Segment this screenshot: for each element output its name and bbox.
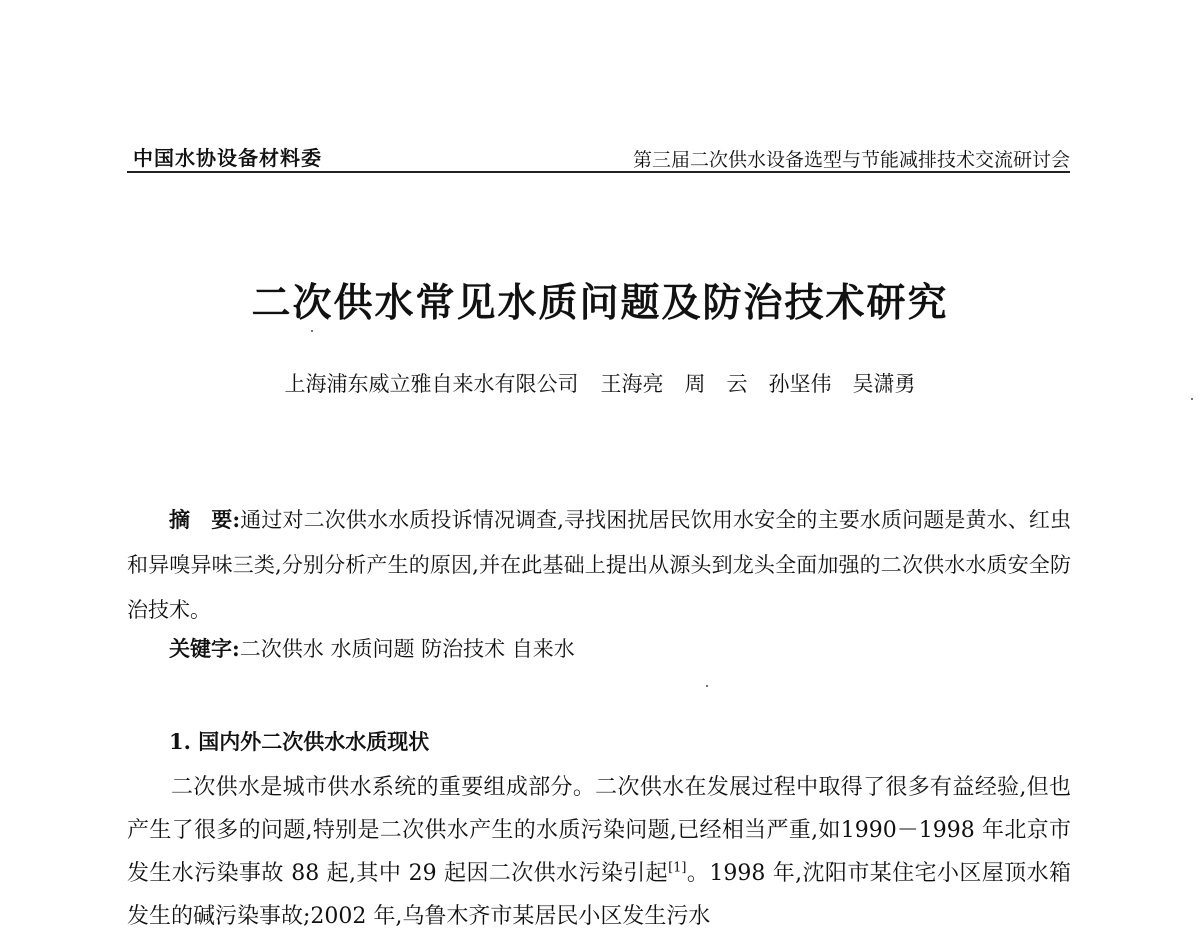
- keywords: [169, 633, 575, 663]
- paragraph-text-1: 二次供水是城市供水系统的重要组成部分。二次供水在发展过程中取得了很多有益经验,但也产生了很多的问题,特别是二次供水产生的水质污染问题,已经相当严重,如1990－1998 年北京市发生水污染事故 88 起,其中 29 起因二次供水污染引起: [127, 775, 1071, 886]
- header-conference: 第三届二次供水设备选型与节能减排技术交流研讨会: [632, 149, 1070, 171]
- abstract-label: 摘 要:: [169, 507, 241, 532]
- header-organization: 中国水协设备材料委: [133, 146, 322, 170]
- scan-speck: [311, 330, 313, 332]
- paper-title: 二次供水常见水质问题及防治技术研究: [251, 280, 949, 326]
- scan-speck: [1191, 398, 1193, 400]
- author-line: [0, 368, 1200, 398]
- abstract-text: 通过对二次供水水质投诉情况调查,寻找困扰居民饮用水安全的主要水质问题是黄水、红虫和异嗅异味三类,分别分析产生的原因,并在此基础上提出从源头到龙头全面加强的二次供水水质安全防治技术。: [127, 508, 1071, 622]
- keywords-label: 关键字:: [169, 636, 240, 661]
- author-names: 王海亮 周 云 孙坚伟 吴潇勇: [600, 372, 916, 396]
- abstract: [127, 497, 1071, 633]
- paragraph-text-2: 。1998 年,沈阳市某住宅小区屋顶水箱发生的碱污染事故;2002 年,乌鲁木齐市某居民小区发生污水: [127, 861, 1071, 929]
- keywords-text: 二次供水 水质问题 防治技术 自来水: [239, 637, 575, 661]
- section-heading: 1. 国内外二次供水水质现状: [169, 729, 430, 754]
- affiliation: 上海浦东威立雅自来水有限公司: [284, 372, 579, 396]
- section-paragraph: [127, 766, 1071, 938]
- citation-ref: [1]: [668, 860, 687, 876]
- header-rule: [127, 171, 1070, 173]
- scan-speck: [706, 685, 708, 687]
